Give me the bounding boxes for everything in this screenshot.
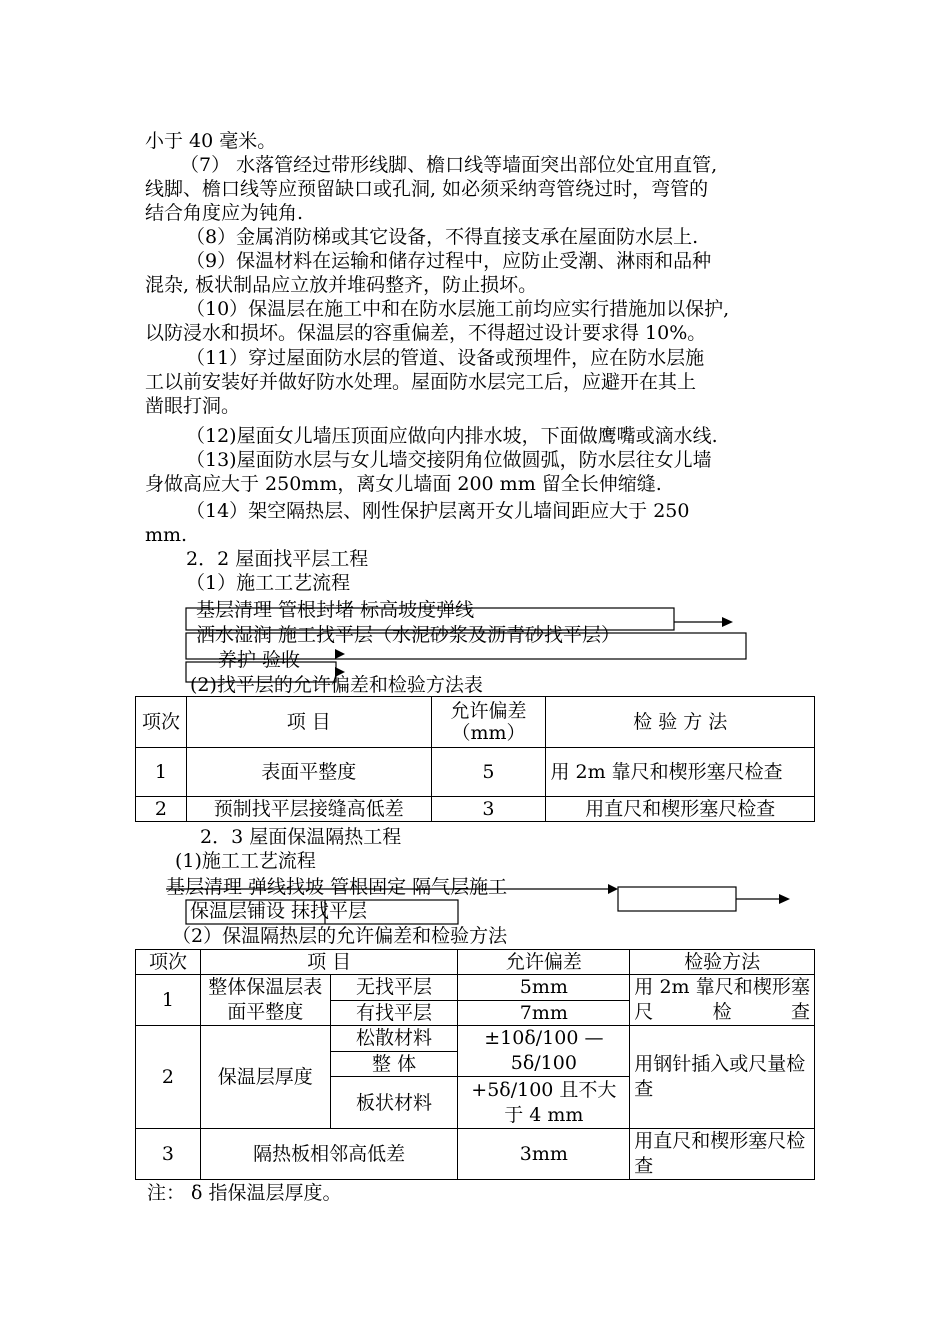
table2-cell: 5mm [458, 975, 630, 1001]
table1-header-no: 项次 [136, 697, 187, 748]
table1-cell: 表面平整度 [186, 748, 431, 797]
table1-cell: 用 2m 靠尺和楔形塞尺检查 [546, 748, 815, 797]
table2-cell: 3mm [458, 1129, 630, 1180]
table2-cell: 7mm [458, 1000, 630, 1026]
body-line: 凿眼打洞。 [145, 395, 241, 417]
flow1-row2: 洒水湿润 施工找平层（水泥砂浆及沥青砂找平层） [196, 624, 621, 646]
body-line: mm. [145, 524, 188, 546]
table2-cell: 用钢针插入或尺量检查 [630, 1026, 815, 1129]
table2-cell: 整 体 [330, 1051, 458, 1077]
section-heading: 2．2 屋面找平层工程 [186, 548, 369, 570]
body-line: 混杂, 板状制品应立放并堆码整齐，防止损坏。 [145, 274, 538, 296]
table1-header-item: 项 目 [186, 697, 431, 748]
table2-cell: 用直尺和楔形塞尺检查 [630, 1129, 815, 1180]
body-line: 小于 40 毫米。 [145, 130, 277, 152]
body-line: 以防浸水和损坏。保温层的容重偏差，不得超过设计要求得 10%。 [145, 322, 707, 344]
table2-caption: （2）保温隔热层的允许偏差和检验方法 [172, 925, 508, 947]
flow1-row3: 养护 验收 [218, 649, 301, 671]
section-heading: 2．3 屋面保温隔热工程 [200, 826, 402, 848]
table2-cell: 用 2m 靠尺和楔形塞尺检查 [630, 975, 815, 1026]
body-line: （14）架空隔热层、刚性保护层离开女儿墙间距应大于 250 [186, 500, 690, 522]
body-line: （8）金属消防梯或其它设备，不得直接支承在屋面防水层上. [186, 226, 699, 248]
table2-header-item: 项 目 [200, 950, 458, 975]
table1-cell: 3 [431, 797, 546, 822]
body-line: 线脚、檐口线等应预留缺口或孔洞, 如必须采纳弯管绕过时，弯管的 [145, 178, 709, 200]
table2-cell: 隔热板相邻高低差 [200, 1129, 458, 1180]
table1-header-tolerance: 允许偏差（mm） [431, 697, 546, 748]
table2-cell: 3 [136, 1129, 201, 1180]
table2-cell: 1 [136, 975, 201, 1026]
table2-cell: 整体保温层表面平整度 [200, 975, 330, 1026]
flow2-row2: 保温层铺设 抹找平层 [190, 900, 368, 922]
body-line: （13)屋面防水层与女儿墙交接阴角位做圆弧，防水层往女儿墙 [186, 449, 712, 471]
table2-cell: 无找平层 [330, 975, 458, 1001]
table2-cell: 2 [136, 1026, 201, 1129]
table2-cell: ±10δ/100 —5δ/100 [458, 1026, 630, 1077]
body-line: （9）保温材料在运输和储存过程中，应防止受潮、淋雨和品种 [186, 250, 712, 272]
table2-cell: +5δ/100 且不大于 4 mm [458, 1077, 630, 1129]
table1-caption: (2)找平层的允许偏差和检验方法表 [190, 674, 483, 696]
subsection-heading: (1)施工工艺流程 [175, 850, 316, 872]
body-line: 身做高应大于 250mm，离女儿墙面 200 mm 留全长伸缩缝. [145, 473, 662, 495]
body-line: （7） 水落管经过带形线脚、檐口线等墙面突出部位处宜用直管, [180, 154, 718, 176]
table1-cell: 2 [136, 797, 187, 822]
body-line: （10）保温层在施工中和在防水层施工前均应实行措施加以保护, [186, 298, 730, 320]
tolerance-table-2 [135, 949, 815, 1180]
flow2-row1: 基层清理 弹线找坡 管根固定 隔气层施工 [166, 876, 508, 898]
body-line: （12)屋面女儿墙压顶面应做向内排水坡，下面做鹰嘴或滴水线. [186, 425, 718, 447]
table1-cell: 用直尺和楔形塞尺检查 [546, 797, 815, 822]
table2-header-method: 检验方法 [630, 950, 815, 975]
table1-cell: 5 [431, 748, 546, 797]
table2-cell: 有找平层 [330, 1000, 458, 1026]
subsection-heading: （1）施工工艺流程 [186, 572, 351, 594]
table-note: 注： δ 指保温层厚度。 [147, 1182, 342, 1204]
table2-cell: 保温层厚度 [200, 1026, 330, 1129]
table2-cell: 松散材料 [330, 1026, 458, 1052]
body-line: （11）穿过屋面防水层的管道、设备或预埋件，应在防水层施 [186, 347, 705, 369]
table1-cell: 预制找平层接缝高低差 [186, 797, 431, 822]
table1-header-method: 检 验 方 法 [546, 697, 815, 748]
flow1-row1: 基层清理 管根封堵 标高坡度弹线 [196, 599, 475, 621]
table2-header-no: 项次 [136, 950, 201, 975]
body-line: 结合角度应为钝角. [145, 202, 304, 224]
body-line: 工以前安装好并做好防水处理。屋面防水层完工后，应避开在其上 [145, 371, 697, 393]
table1-cell: 1 [136, 748, 187, 797]
table2-cell: 板状材料 [330, 1077, 458, 1129]
table2-header-tolerance: 允许偏差 [458, 950, 630, 975]
